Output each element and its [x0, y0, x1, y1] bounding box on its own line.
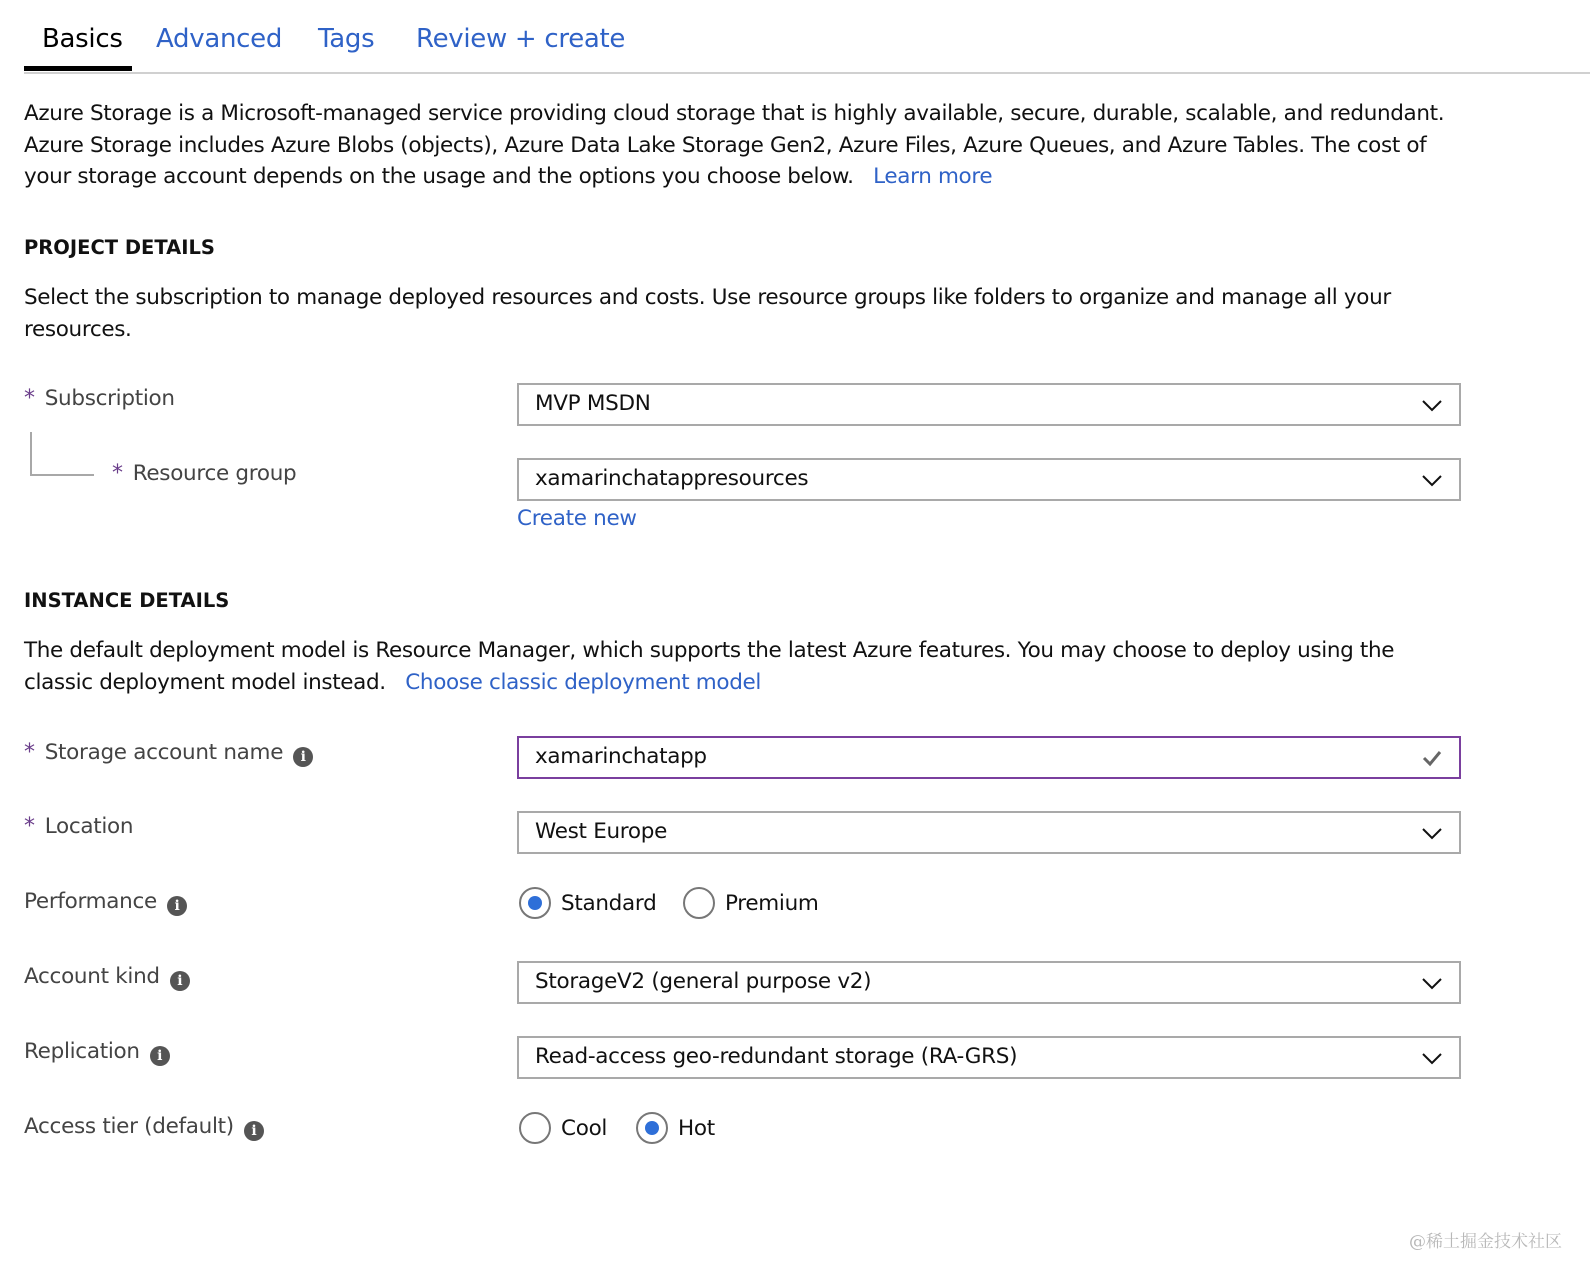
- subscription-value: MVP MSDN: [535, 391, 651, 416]
- create-new-link[interactable]: Create new: [517, 506, 637, 531]
- instance-details-heading: INSTANCE DETAILS: [24, 589, 230, 612]
- subscription-label: * Subscription: [24, 386, 175, 411]
- chevron-down-icon: [1421, 972, 1443, 994]
- account-kind-dropdown[interactable]: [517, 961, 1461, 1004]
- info-icon[interactable]: i: [150, 1046, 170, 1066]
- intro-paragraph: [24, 98, 1464, 193]
- tab-basics[interactable]: Basics: [42, 24, 123, 54]
- account-kind-label: Account kind i: [24, 964, 190, 991]
- radio-unselected-icon: [519, 1112, 551, 1144]
- access-tier-hot-radio[interactable]: Hot: [636, 1112, 715, 1144]
- chevron-down-icon: [1421, 1047, 1443, 1069]
- classic-deployment-link[interactable]: Choose classic deployment model: [405, 669, 761, 695]
- resource-group-dropdown[interactable]: [517, 458, 1461, 501]
- instance-details-description: The default deployment model is Resource Manager, which supports the latest Azure features. You may choose to deploy using the classic deployment model instead.: [24, 638, 1395, 695]
- replication-value: Read-access geo-redundant storage (RA-GRS): [535, 1044, 1018, 1069]
- resource-group-value: xamarinchatappresources: [535, 466, 809, 491]
- info-icon[interactable]: i: [170, 971, 190, 991]
- performance-standard-radio[interactable]: Standard: [519, 887, 656, 919]
- learn-more-link[interactable]: Learn more: [873, 164, 993, 189]
- tab-tags[interactable]: Tags: [318, 24, 375, 54]
- project-details-description: Select the subscription to manage deployed resources and costs. Use resource groups like folders to organize and manage all your resources.: [24, 285, 1391, 342]
- storage-account-name-input[interactable]: [517, 736, 1461, 779]
- location-dropdown[interactable]: [517, 811, 1461, 854]
- info-icon[interactable]: i: [293, 747, 313, 767]
- chevron-down-icon: [1421, 469, 1443, 491]
- watermark: @稀土掘金技术社区: [1409, 1232, 1562, 1252]
- radio-selected-icon: [636, 1112, 668, 1144]
- performance-label: Performance i: [24, 889, 187, 916]
- tab-review-create[interactable]: Review + create: [416, 24, 626, 54]
- storage-account-name-value: xamarinchatapp: [535, 744, 707, 769]
- instance-details-paragraph: [24, 635, 1464, 698]
- tab-advanced[interactable]: Advanced: [156, 24, 283, 54]
- required-icon: *: [24, 814, 35, 839]
- checkmark-icon: [1421, 747, 1443, 769]
- chevron-down-icon: [1421, 822, 1443, 844]
- access-tier-cool-radio[interactable]: Cool: [519, 1112, 607, 1144]
- resource-group-label: * Resource group: [112, 461, 297, 486]
- radio-selected-icon: [519, 887, 551, 919]
- subscription-dropdown[interactable]: [517, 383, 1461, 426]
- replication-label: Replication i: [24, 1039, 170, 1066]
- info-icon[interactable]: i: [244, 1121, 264, 1141]
- required-icon: *: [24, 740, 35, 765]
- hierarchy-connector: [30, 432, 94, 476]
- project-details-heading: PROJECT DETAILS: [24, 236, 215, 259]
- active-tab-indicator: [24, 66, 132, 71]
- info-icon[interactable]: i: [167, 896, 187, 916]
- radio-unselected-icon: [683, 887, 715, 919]
- required-icon: *: [24, 386, 35, 411]
- intro-text: Azure Storage is a Microsoft-managed service providing cloud storage that is highly available, secure, durable, scalable, and redundant. Azure Storage includes Azure Blobs (objects), Azure Data Lake Storage Gen2, Azure Files, Azure Queues, and Azure Tables. The cost of your storage account depends on the usage and the options you choose below.: [24, 101, 1445, 189]
- chevron-down-icon: [1421, 394, 1443, 416]
- access-tier-label: Access tier (default) i: [24, 1114, 264, 1141]
- replication-dropdown[interactable]: [517, 1036, 1461, 1079]
- storage-account-name-label: * Storage account name i: [24, 740, 313, 767]
- performance-premium-radio[interactable]: Premium: [683, 887, 819, 919]
- account-kind-value: StorageV2 (general purpose v2): [535, 969, 872, 994]
- required-icon: *: [112, 461, 123, 486]
- location-label: * Location: [24, 814, 134, 839]
- location-value: West Europe: [535, 819, 667, 844]
